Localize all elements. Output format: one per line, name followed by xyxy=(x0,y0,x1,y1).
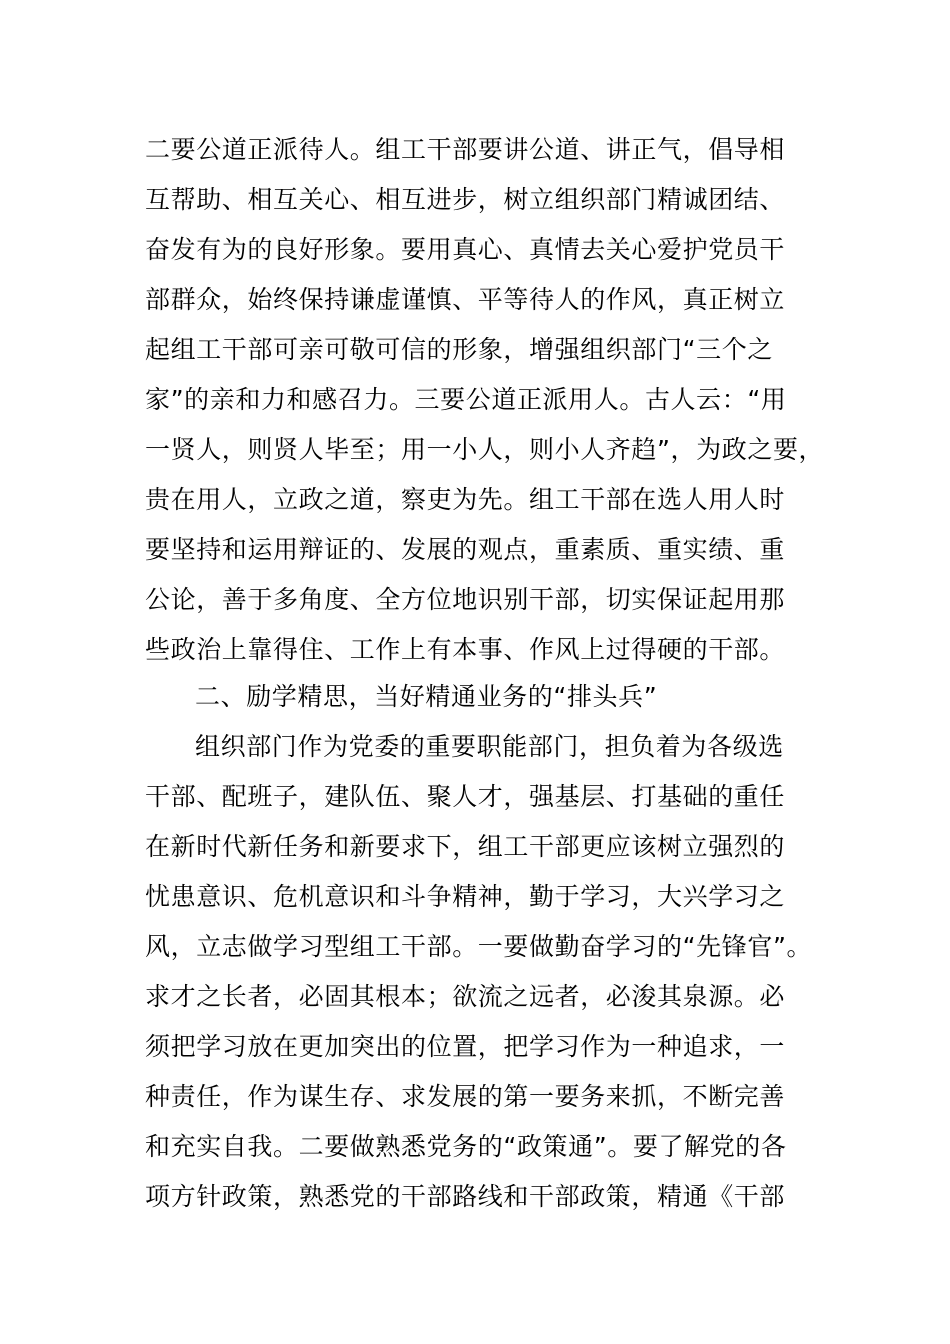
text-line: 二要公道正派待人。组工干部要讲公道、讲正气，倡导相 xyxy=(145,135,786,164)
text-line: 要坚持和运用辩证的、发展的观点，重素质、重实绩、重 xyxy=(145,535,786,564)
section-heading: 二、励学精思，当好精通业务的“排头兵” xyxy=(195,682,658,711)
text-line: 种责任，作为谋生存、求发展的第一要务来抓，不断完善 xyxy=(145,1082,786,1111)
text-line: 互帮助、相互关心、相互进步，树立组织部门精诚团结、 xyxy=(145,185,786,214)
text-line: 忧患意识、危机意识和斗争精神，勤于学习，大兴学习之 xyxy=(145,882,786,911)
text-line: 起组工干部可亲可敬可信的形象，增强组织部门“三个之 xyxy=(145,335,773,364)
text-line: 些政治上靠得住、工作上有本事、作风上过得硬的干部。 xyxy=(145,635,786,664)
paragraph-first-line: 组织部门作为党委的重要职能部门，担负着为各级选 xyxy=(195,732,784,761)
text-line: 公论，善于多角度、全方位地识别干部，切实保证起用那 xyxy=(145,585,786,614)
text-line: 奋发有为的良好形象。要用真心、真情去关心爱护党员干 xyxy=(145,235,786,264)
text-line: 在新时代新任务和新要求下，组工干部更应该树立强烈的 xyxy=(145,832,786,861)
text-line: 求才之长者，必固其根本；欲流之远者，必浚其泉源。必 xyxy=(145,982,786,1011)
text-line: 贵在用人，立政之道，察吏为先。组工干部在选人用人时 xyxy=(145,485,786,514)
text-line: 项方针政策，熟悉党的干部路线和干部政策，精通《干部 xyxy=(145,1182,786,1211)
text-line: 风，立志做学习型组工干部。一要做勤奋学习的“先锋官”。 xyxy=(145,932,813,961)
text-line: 家”的亲和力和感召力。三要公道正派用人。古人云：“用 xyxy=(145,385,787,414)
text-line: 干部、配班子，建队伍、聚人才，强基层、打基础的重任 xyxy=(145,782,786,811)
text-line: 部群众，始终保持谦虚谨慎、平等待人的作风，真正树立 xyxy=(145,285,786,314)
text-line: 和充实自我。二要做熟悉党务的“政策通”。要了解党的各 xyxy=(145,1132,787,1161)
text-line: 须把学习放在更加突出的位置，把学习作为一种追求，一 xyxy=(145,1032,786,1061)
text-line: 一贤人，则贤人毕至；用一小人，则小人齐趋”，为政之要， xyxy=(145,435,825,464)
